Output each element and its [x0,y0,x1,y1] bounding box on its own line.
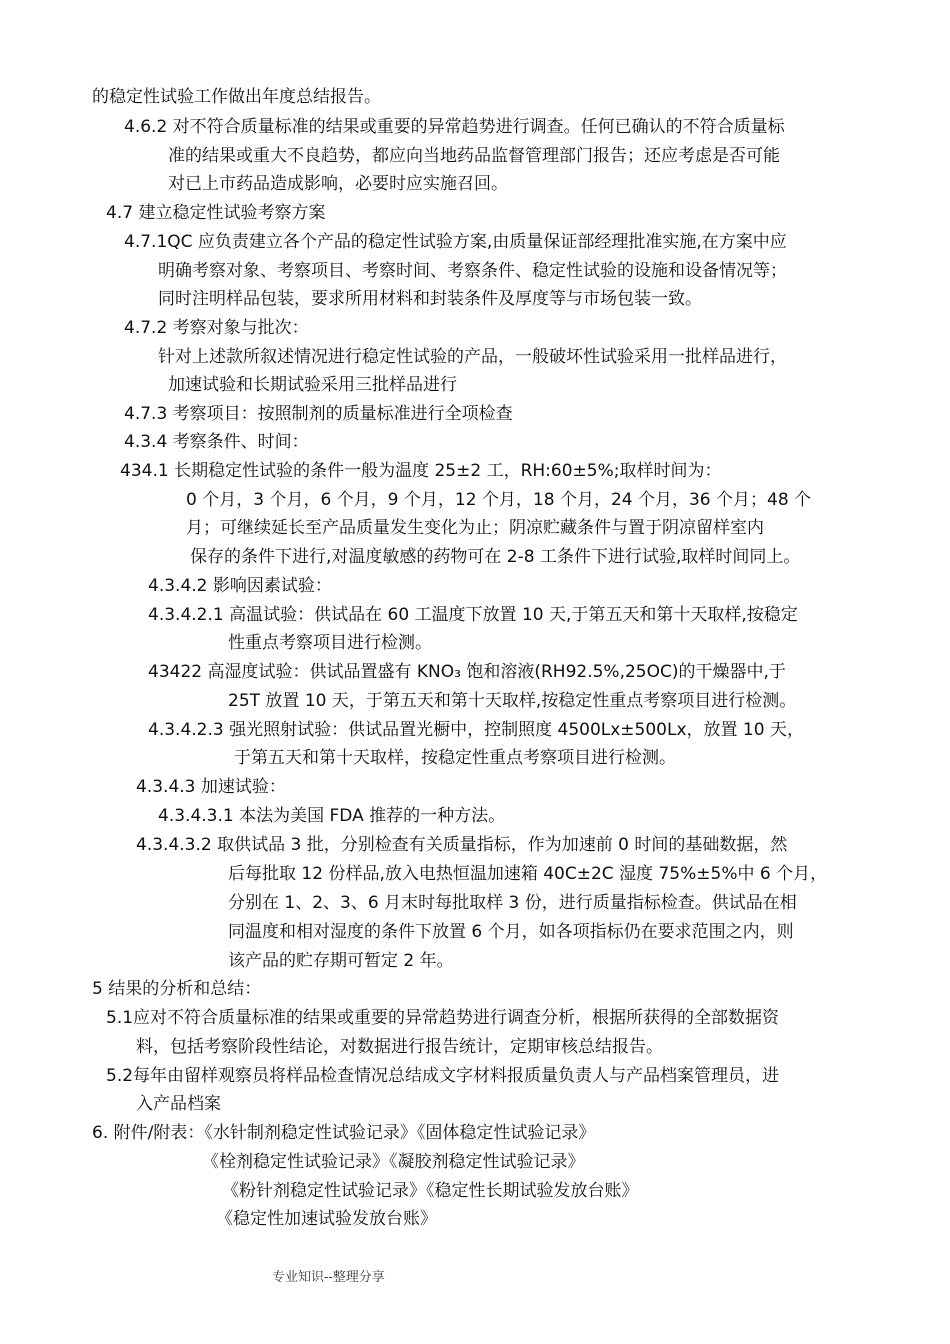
text-line: 5.1应对不符合质量标准的结果或重要的异常趋势进行调查分析，根据所获得的全部数据资 [106,1008,780,1028]
page-footer: 专业知识--整理分享 [272,1270,385,1285]
text-line: 后每批取 12 份样品,放入电热恒温加速箱 40C±2C 湿度 75%±5%中 6 个月， [228,864,828,884]
text-line: 4.3.4.2.1 高温试验：供试品在 60 工温度下放置 10 天,于第五天和第十天取样,按稳定 [148,605,798,625]
text-line: 5.2每年由留样观察员将样品检查情况总结成文字材料报质量负责人与产品档案管理员，进 [106,1066,780,1086]
text-line: 分别在 1、2、3、6 月末时每批取样 3 份，进行质量指标检查。供试品在相 [228,893,797,913]
text-line: 的稳定性试验工作做出年度总结报告。 [92,87,381,107]
text-line: 同时注明样品包装，要求所用材料和封装条件及厚度等与市场包装一致。 [158,289,702,309]
text-line: 于第五天和第十天取样，按稳定性重点考察项目进行检测。 [234,748,676,768]
text-line: 4.3.4.3.2 取供试品 3 批，分别检查有关质量指标，作为加速前 0 时间的基础数据，然 [136,835,788,855]
text-line: 保存的条件下进行,对温度敏感的药物可在 2-8 工条件下进行试验,取样时间同上。 [190,547,801,567]
text-line: 针对上述款所叙述情况进行稳定性试验的产品，一般破坏性试验采用一批样品进行， [158,347,787,367]
text-line: 对已上市药品造成影响，必要时应实施召回。 [168,174,508,194]
text-line: 4.7.1QC 应负责建立各个产品的稳定性试验方案,由质量保证部经理批准实施,在方案中应 [124,232,787,252]
text-line: 43422 高湿度试验：供试品置盛有 KNO₃ 饱和溶液(RH92.5%,25OC)的干燥器中,于 [148,662,786,682]
text-line: 《稳定性加速试验发放台账》 [216,1209,437,1229]
text-line: 性重点考察项目进行检测。 [228,633,432,653]
text-line: 月；可继续延长至产品质量发生变化为止；阴凉贮藏条件与置于阴凉留样室内 [186,518,764,538]
text-line: 4.7.3 考察项目：按照制剂的质量标准进行全项检查 [124,404,513,424]
text-line: 4.3.4 考察条件、时间： [124,432,309,452]
section-heading: 6. 附件/附表：《水针制剂稳定性试验记录》《固体稳定性试验记录》 [92,1123,596,1143]
text-line: 4.3.4.2 影响因素试验： [148,576,332,596]
text-line: 0 个月，3 个月，6 个月，9 个月，12 个月，18 个月，24 个月，36 个月；48 个 [186,490,812,510]
text-line: 准的结果或重大不良趋势，都应向当地药品监督管理部门报告；还应考虑是否可能 [168,146,780,166]
section-heading: 5 结果的分析和总结： [92,979,262,999]
text-line: 4.7.2 考察对象与批次： [124,318,309,338]
text-line: 加速试验和长期试验采用三批样品进行 [168,375,457,395]
text-line: 434.1 长期稳定性试验的条件一般为温度 25±2 工，RH:60±5%;取样时间为： [120,461,722,481]
text-line: 料，包括考察阶段性结论，对数据进行报告统计，定期审核总结报告。 [136,1037,663,1057]
text-line: 4.6.2 对不符合质量标准的结果或重要的异常趋势进行调查。任何已确认的不符合质量标 [124,117,785,137]
text-line: 4.3.4.3 加速试验： [136,777,286,797]
section-heading: 4.7 建立稳定性试验考察方案 [106,203,326,223]
text-line: 25T 放置 10 天，于第五天和第十天取样,按稳定性重点考察项目进行检测。 [228,691,797,711]
text-line: 该产品的贮存期可暂定 2 年。 [228,951,454,971]
text-line: 《粉针剂稳定性试验记录》《稳定性长期试验发放台账》 [222,1181,639,1201]
text-line: 明确考察对象、考察项目、考察时间、考察条件、稳定性试验的设施和设备情况等； [158,261,787,281]
text-line: 4.3.4.3.1 本法为美国 FDA 推荐的一种方法。 [158,806,506,826]
text-line: 同温度和相对湿度的条件下放置 6 个月，如各项指标仍在要求范围之内，则 [228,922,794,942]
text-line: 《栓剂稳定性试验记录》《凝胶剂稳定性试验记录》 [202,1152,585,1172]
text-line: 4.3.4.2.3 强光照射试验：供试品置光橱中，控制照度 4500Lx±500Lx，放置 10 天， [148,720,804,740]
text-line: 入产品档案 [136,1094,221,1114]
